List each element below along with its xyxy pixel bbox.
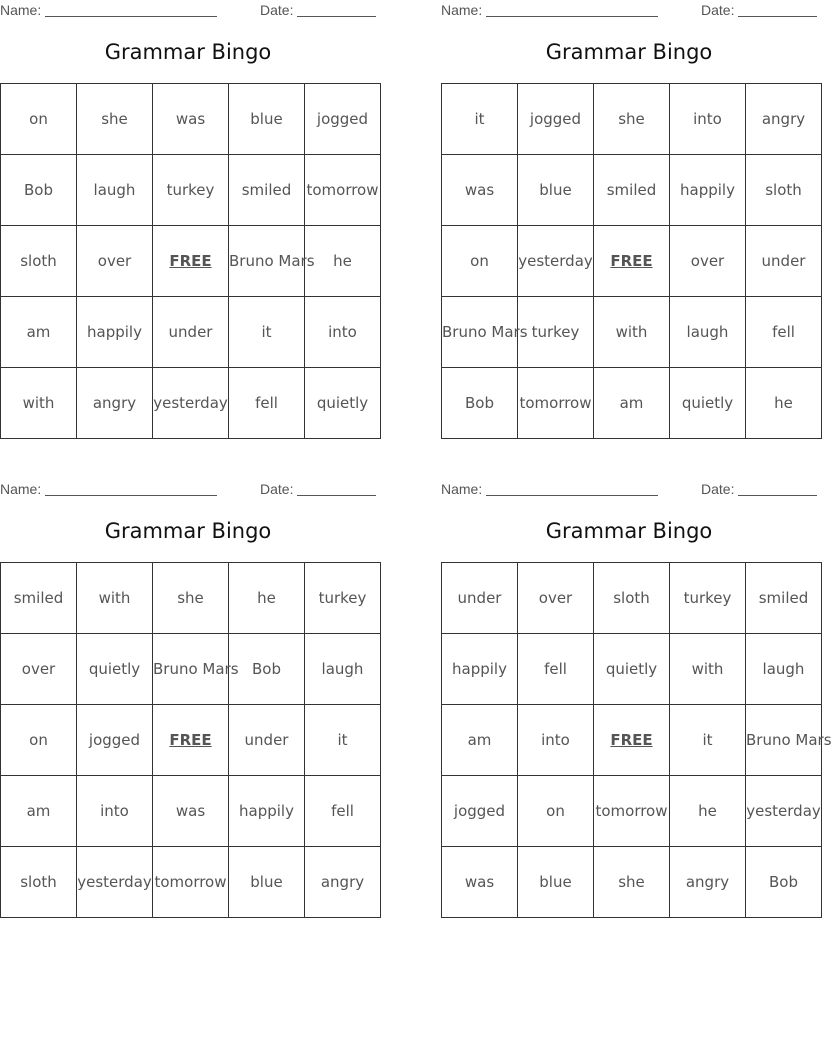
bingo-cell: Bruno Mars [229,226,305,297]
bingo-cell: blue [518,155,594,226]
card-title: Grammar Bingo [545,519,713,543]
bingo-cell: blue [229,847,305,918]
bingo-cell: she [153,563,229,634]
bingo-cell: happily [77,297,153,368]
bingo-cell: turkey [670,563,746,634]
bingo-cell: quietly [305,368,381,439]
name-label: Name: [441,2,483,18]
free-cell: FREE [153,226,229,297]
bingo-cell: was [442,155,518,226]
bingo-cell: he [305,226,381,297]
bingo-cell: happily [670,155,746,226]
bingo-cell: over [518,563,594,634]
bingo-cell: into [670,84,746,155]
bingo-cell: under [746,226,822,297]
date-label: Date: [260,2,294,18]
card-title: Grammar Bingo [104,519,272,543]
card-title: Grammar Bingo [545,40,713,64]
name-blank [45,16,217,17]
bingo-cell: Bob [229,634,305,705]
bingo-cell: under [153,297,229,368]
bingo-cell: yesterday [518,226,594,297]
bingo-cell: jogged [442,776,518,847]
name-label: Name: [0,481,42,497]
bingo-cell: laugh [77,155,153,226]
bingo-cell: on [1,84,77,155]
bingo-cell: angry [670,847,746,918]
bingo-cell: smiled [1,563,77,634]
bingo-cell: it [670,705,746,776]
bingo-cell: turkey [153,155,229,226]
bingo-card-3 [0,479,376,911]
date-blank [738,495,817,496]
bingo-grid [0,83,381,439]
bingo-cell: yesterday [153,368,229,439]
bingo-cell: sloth [746,155,822,226]
name-blank [486,16,658,17]
name-date-line [0,481,376,499]
bingo-cell: blue [229,84,305,155]
bingo-cell: under [229,705,305,776]
bingo-cell: laugh [746,634,822,705]
bingo-cell: turkey [305,563,381,634]
bingo-card-4 [441,479,832,911]
name-blank [486,495,658,496]
bingo-cell: Bruno Mars [746,705,822,776]
date-blank [738,16,817,17]
date-blank [297,495,376,496]
bingo-cell: she [594,84,670,155]
date-label: Date: [701,2,735,18]
bingo-cell: happily [229,776,305,847]
bingo-cell: she [594,847,670,918]
bingo-cell: angry [746,84,822,155]
bingo-cell: quietly [670,368,746,439]
bingo-cell: he [670,776,746,847]
bingo-cell: jogged [77,705,153,776]
bingo-cell: on [1,705,77,776]
bingo-cell: tomorrow [153,847,229,918]
bingo-cell: into [518,705,594,776]
bingo-cell: it [229,297,305,368]
bingo-cell: with [670,634,746,705]
bingo-cell: on [518,776,594,847]
bingo-cell: into [77,776,153,847]
name-label: Name: [0,2,42,18]
bingo-cell: angry [305,847,381,918]
bingo-cell: laugh [305,634,381,705]
bingo-cell: over [77,226,153,297]
bingo-cell: fell [229,368,305,439]
bingo-cell: turkey [518,297,594,368]
bingo-cell: over [670,226,746,297]
bingo-cell: yesterday [746,776,822,847]
bingo-cell: it [305,705,381,776]
bingo-cell: fell [518,634,594,705]
bingo-cell: yesterday [77,847,153,918]
bingo-cell: quietly [594,634,670,705]
bingo-cell: smiled [594,155,670,226]
bingo-card-1 [0,0,379,432]
date-label: Date: [260,481,294,497]
bingo-cell: Bob [746,847,822,918]
bingo-cell: am [1,297,77,368]
bingo-cell: sloth [594,563,670,634]
bingo-cell: laugh [670,297,746,368]
bingo-cell: tomorrow [518,368,594,439]
name-label: Name: [441,481,483,497]
bingo-grid [0,562,381,918]
name-date-line [0,2,376,20]
bingo-cell: with [1,368,77,439]
bingo-cell: tomorrow [594,776,670,847]
bingo-card-2 [441,0,817,432]
bingo-cell: smiled [229,155,305,226]
date-blank [297,16,376,17]
bingo-cell: happily [442,634,518,705]
bingo-cell: jogged [305,84,381,155]
bingo-cell: fell [746,297,822,368]
free-cell: FREE [153,705,229,776]
bingo-cell: am [594,368,670,439]
bingo-cell: quietly [77,634,153,705]
bingo-cell: Bob [1,155,77,226]
bingo-cell: fell [305,776,381,847]
bingo-cell: Bruno Mars [442,297,518,368]
bingo-cell: was [153,776,229,847]
bingo-cell: under [442,563,518,634]
date-label: Date: [701,481,735,497]
free-cell: FREE [594,705,670,776]
free-cell: FREE [594,226,670,297]
bingo-cell: Bob [442,368,518,439]
bingo-cell: am [1,776,77,847]
bingo-cell: into [305,297,381,368]
bingo-cell: jogged [518,84,594,155]
bingo-cell: Bruno Mars [153,634,229,705]
bingo-cell: sloth [1,226,77,297]
bingo-cell: with [77,563,153,634]
bingo-cell: was [442,847,518,918]
bingo-cell: on [442,226,518,297]
bingo-grid [441,562,832,918]
bingo-grid [441,83,822,439]
name-date-line [441,481,817,499]
bingo-cell: she [77,84,153,155]
bingo-cell: it [442,84,518,155]
bingo-cell: with [594,297,670,368]
bingo-cell: over [1,634,77,705]
bingo-cell: sloth [1,847,77,918]
bingo-cell: am [442,705,518,776]
card-title: Grammar Bingo [104,40,272,64]
bingo-cell: angry [77,368,153,439]
bingo-cell: was [153,84,229,155]
bingo-cell: he [229,563,305,634]
name-date-line [441,2,817,20]
name-blank [45,495,217,496]
bingo-cell: he [746,368,822,439]
bingo-cell: smiled [746,563,822,634]
bingo-cell: tomorrow [305,155,381,226]
bingo-cell: blue [518,847,594,918]
